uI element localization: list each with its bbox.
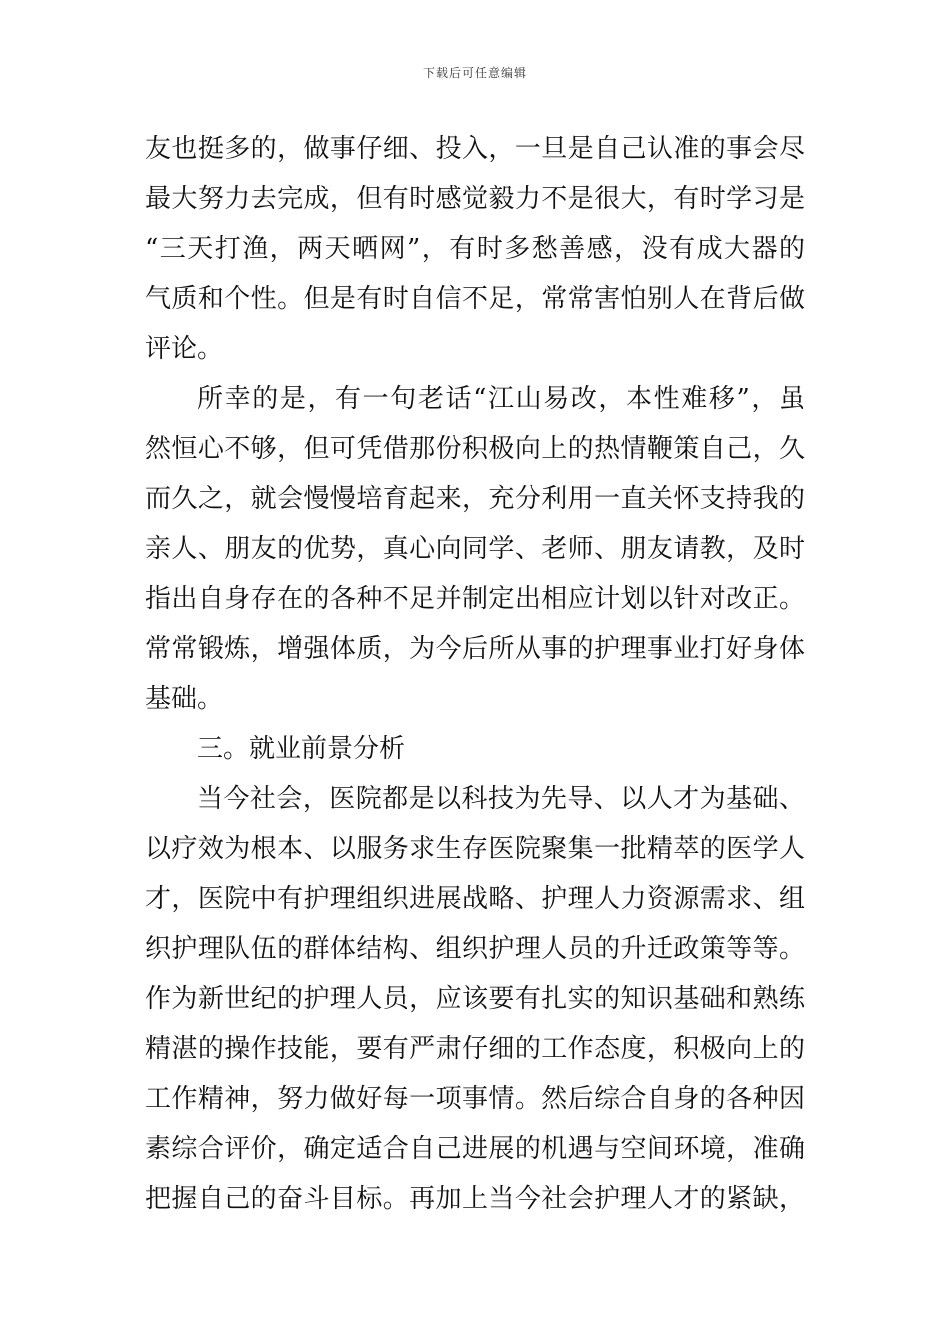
- text-line: 常常锻炼，增强体质，为今后所从事的护理事业打好身体: [145, 634, 805, 664]
- text-line: 友也挺多的，做事仔细、投入，一旦是自己认准的事会尽: [145, 134, 805, 164]
- text-line: 才，医院中有护理组织进展战略、护理人力资源需求、组: [145, 884, 805, 914]
- text-line: 最大努力去完成，但有时感觉毅力不是很大，有时学习是: [145, 184, 805, 214]
- text-line: “三天打渔，两天晒网”，有时多愁善感，没有成大器的: [145, 234, 805, 264]
- text-line: 当今社会，医院都是以科技为先导、以人才为基础、: [197, 784, 805, 814]
- text-line: 评论。: [145, 334, 224, 364]
- text-line: 工作精神，努力做好每一项事情。然后综合自身的各种因: [145, 1084, 805, 1114]
- text-line: 以疗效为根本、以服务求生存医院聚集一批精萃的医学人: [145, 834, 805, 864]
- text-line: 而久之，就会慢慢培育起来，充分利用一直关怀支持我的: [145, 484, 805, 514]
- text-line: 指出自身存在的各种不足并制定出相应计划以针对改正。: [145, 584, 805, 614]
- text-line: 作为新世纪的护理人员，应该要有扎实的知识基础和熟练: [145, 984, 805, 1014]
- text-line: 气质和个性。但是有时自信不足，常常害怕别人在背后做: [145, 284, 805, 314]
- text-line: 精湛的操作技能，要有严肃仔细的工作态度，积极向上的: [145, 1034, 805, 1064]
- text-line: 亲人、朋友的优势，真心向同学、老师、朋友请教，及时: [145, 534, 805, 564]
- document-body: [145, 124, 805, 1224]
- text-line: 基础。: [145, 684, 224, 714]
- section-heading: 三。就业前景分析: [197, 734, 406, 764]
- text-line: 所幸的是，有一句老话“江山易改，本性难移”，虽: [197, 384, 805, 414]
- text-line: 素综合评价，确定适合自己进展的机遇与空间环境，准确: [145, 1134, 805, 1164]
- text-line: 织护理队伍的群体结构、组织护理人员的升迁政策等等。: [145, 934, 805, 964]
- text-line: 然恒心不够，但可凭借那份积极向上的热情鞭策自己，久: [145, 434, 805, 464]
- page-header: 下载后可任意编辑: [422, 66, 527, 80]
- text-line: 把握自己的奋斗目标。再加上当今社会护理人才的紧缺，: [145, 1184, 805, 1214]
